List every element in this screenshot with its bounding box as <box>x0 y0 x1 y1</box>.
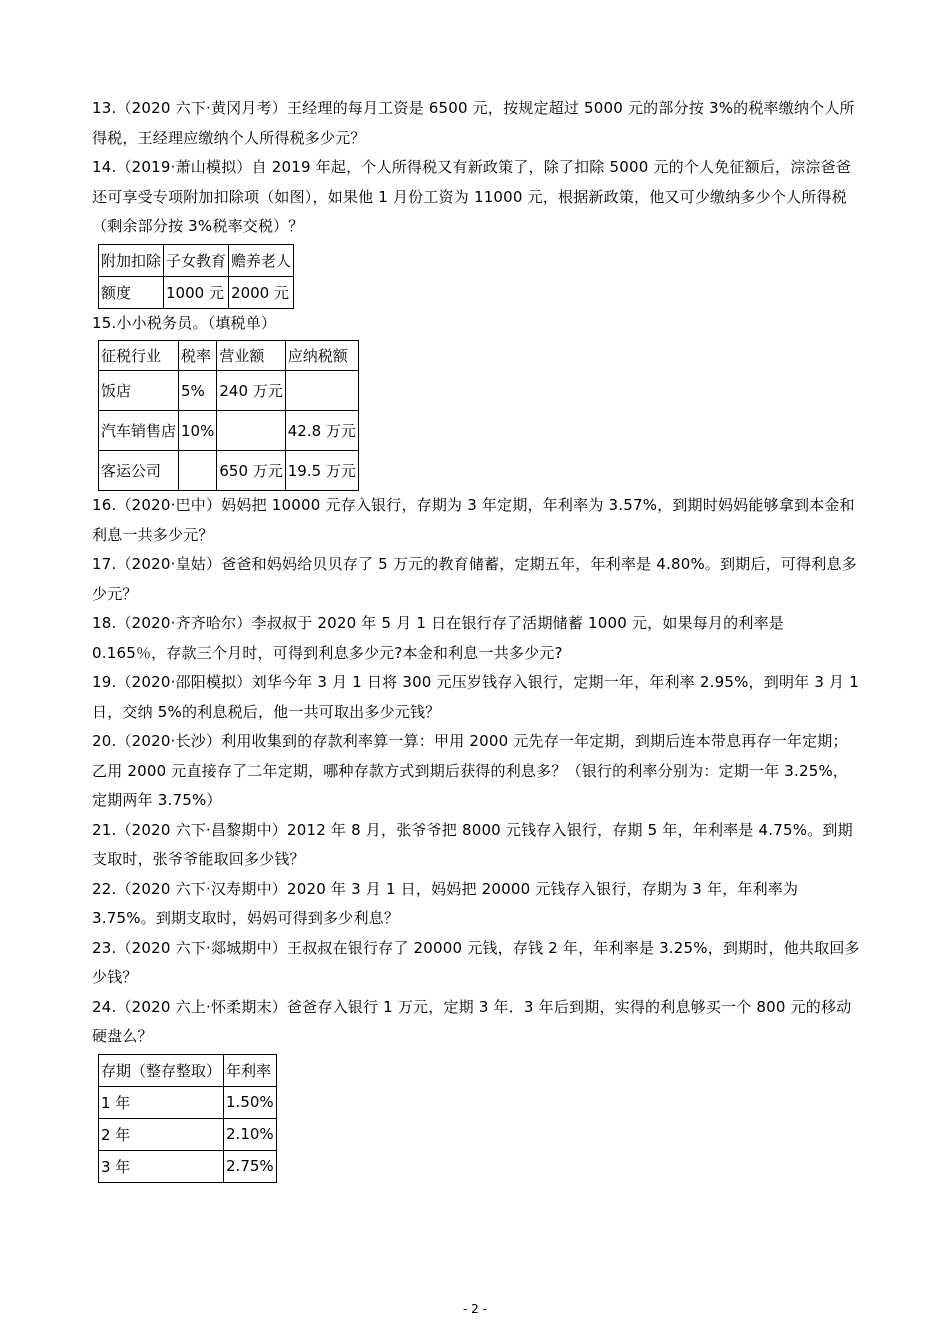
question-list <box>92 94 862 1183</box>
table-cell: 1000 元 <box>164 276 229 308</box>
table-cell: 饭店 <box>99 371 179 411</box>
interest-rate-table <box>98 1054 277 1183</box>
question-15: 15.小小税务员。（填税单） <box>92 313 277 332</box>
table-cell: 存期（整存整取） <box>99 1054 224 1086</box>
question-14: 14.（2019·萧山模拟）自 2019 年起，个人所得税又有新政策了，除了扣除 5000 元的个人免征额后，淙淙爸爸还可享受专项附加扣除项（如图），如果他 1 月份工资为 11000 元，根据新政策，他又可少缴纳多少个人所得税（剩余部分按 3%税率交税）？ <box>92 158 852 235</box>
table-cell: 1 年 <box>99 1086 224 1118</box>
question-16: 16.（2020·巴中）妈妈把 10000 元存入银行，存期为 3 年定期，年利率为 3.57%，到期时妈妈能够拿到本金和利息一共多少元？ <box>92 496 855 544</box>
question-20: 20.（2020·长沙）利用收集到的存款利率算一算：甲用 2000 元先存一年定期，到期后连本带息再存一年定期；乙用 2000 元直接存了二年定期，哪种存款方式到期后获得的利息多？（银行的利率分别为：定期一年 3.25%，定期两年 3.75%） <box>92 732 849 809</box>
question-24: 24.（2020 六上·怀柔期末）爸爸存入银行 1 万元，定期 3 年．3 年后到期，实得的利息够买一个 800 元的移动硬盘么？ <box>92 997 852 1045</box>
table-cell <box>217 411 285 451</box>
table-cell: 赡养老人 <box>229 244 294 276</box>
table-row <box>99 276 294 308</box>
table-cell: 2.75% <box>224 1150 277 1182</box>
table-cell: 10% <box>179 411 217 451</box>
table-row <box>99 1150 277 1182</box>
table-cell: 子女教育 <box>164 244 229 276</box>
question-18: 18.（2020·齐齐哈尔）李叔叔于 2020 年 5 月 1 日在银行存了活期储蓄 1000 元，如果每月的利率是 0.165％，存款三个月时，可得到利息多少元?本金和利息一共多少元? <box>92 614 784 662</box>
table-cell: 税率 <box>179 341 217 371</box>
table-cell: 5% <box>179 371 217 411</box>
table-cell: 3 年 <box>99 1150 224 1182</box>
tax-table <box>98 340 359 491</box>
table-cell: 应纳税额 <box>285 341 358 371</box>
table-row <box>99 451 359 491</box>
table-cell <box>179 451 217 491</box>
table-cell: 营业额 <box>217 341 285 371</box>
table-cell: 650 万元 <box>217 451 285 491</box>
question-23: 23.（2020 六下·郯城期中）王叔叔在银行存了 20000 元钱，存钱 2 年，年利率是 3.25%，到期时，他共取回多少钱？ <box>92 938 860 986</box>
table-cell: 2 年 <box>99 1118 224 1150</box>
table-row <box>99 1086 277 1118</box>
table-cell: 额度 <box>99 276 164 308</box>
table-cell: 2000 元 <box>229 276 294 308</box>
table-cell: 附加扣除 <box>99 244 164 276</box>
table-row <box>99 411 359 451</box>
table-cell: 汽车销售店 <box>99 411 179 451</box>
table-row <box>99 371 359 411</box>
table-cell: 19.5 万元 <box>285 451 358 491</box>
table-row <box>99 1118 277 1150</box>
table-cell: 1.50% <box>224 1086 277 1118</box>
question-17: 17.（2020·皇姑）爸爸和妈妈给贝贝存了 5 万元的教育储蓄，定期五年，年利率是 4.80%。到期后，可得利息多少元？ <box>92 555 857 603</box>
table-cell: 2.10% <box>224 1118 277 1150</box>
deduction-table <box>98 244 294 309</box>
table-cell: 客运公司 <box>99 451 179 491</box>
table-cell: 42.8 万元 <box>285 411 358 451</box>
table-cell: 征税行业 <box>99 341 179 371</box>
table-header-row <box>99 1054 277 1086</box>
table-header-row <box>99 341 359 371</box>
table-cell <box>285 371 358 411</box>
question-13: 13.（2020 六下·黄冈月考）王经理的每月工资是 6500 元，按规定超过 5000 元的部分按 3%的税率缴纳个人所得税，王经理应缴纳个人所得税多少元？ <box>92 99 855 147</box>
question-19: 19.（2020·邵阳模拟）刘华今年 3 月 1 日将 300 元压岁钱存入银行，定期一年，年利率 2.95%，到明年 3 月 1 日，交纳 5%的利息税后，他一共可取出多少元钱？ <box>92 673 859 721</box>
question-22: 22.（2020 六下·汉寿期中）2020 年 3 月 1 日，妈妈把 20000 元钱存入银行，存期为 3 年，年利率为 3.75%。到期支取时，妈妈可得到多少利息？ <box>92 879 799 927</box>
table-cell: 年利率 <box>224 1054 277 1086</box>
question-21: 21.（2020 六下·昌黎期中）2012 年 8 月，张爷爷把 8000 元钱存入银行，存期 5 年，年利率是 4.75%。到期支取时，张爷爷能取回多少钱？ <box>92 820 853 868</box>
table-header-row <box>99 244 294 276</box>
table-cell: 240 万元 <box>217 371 285 411</box>
page-number: - 2 - <box>463 1302 487 1316</box>
